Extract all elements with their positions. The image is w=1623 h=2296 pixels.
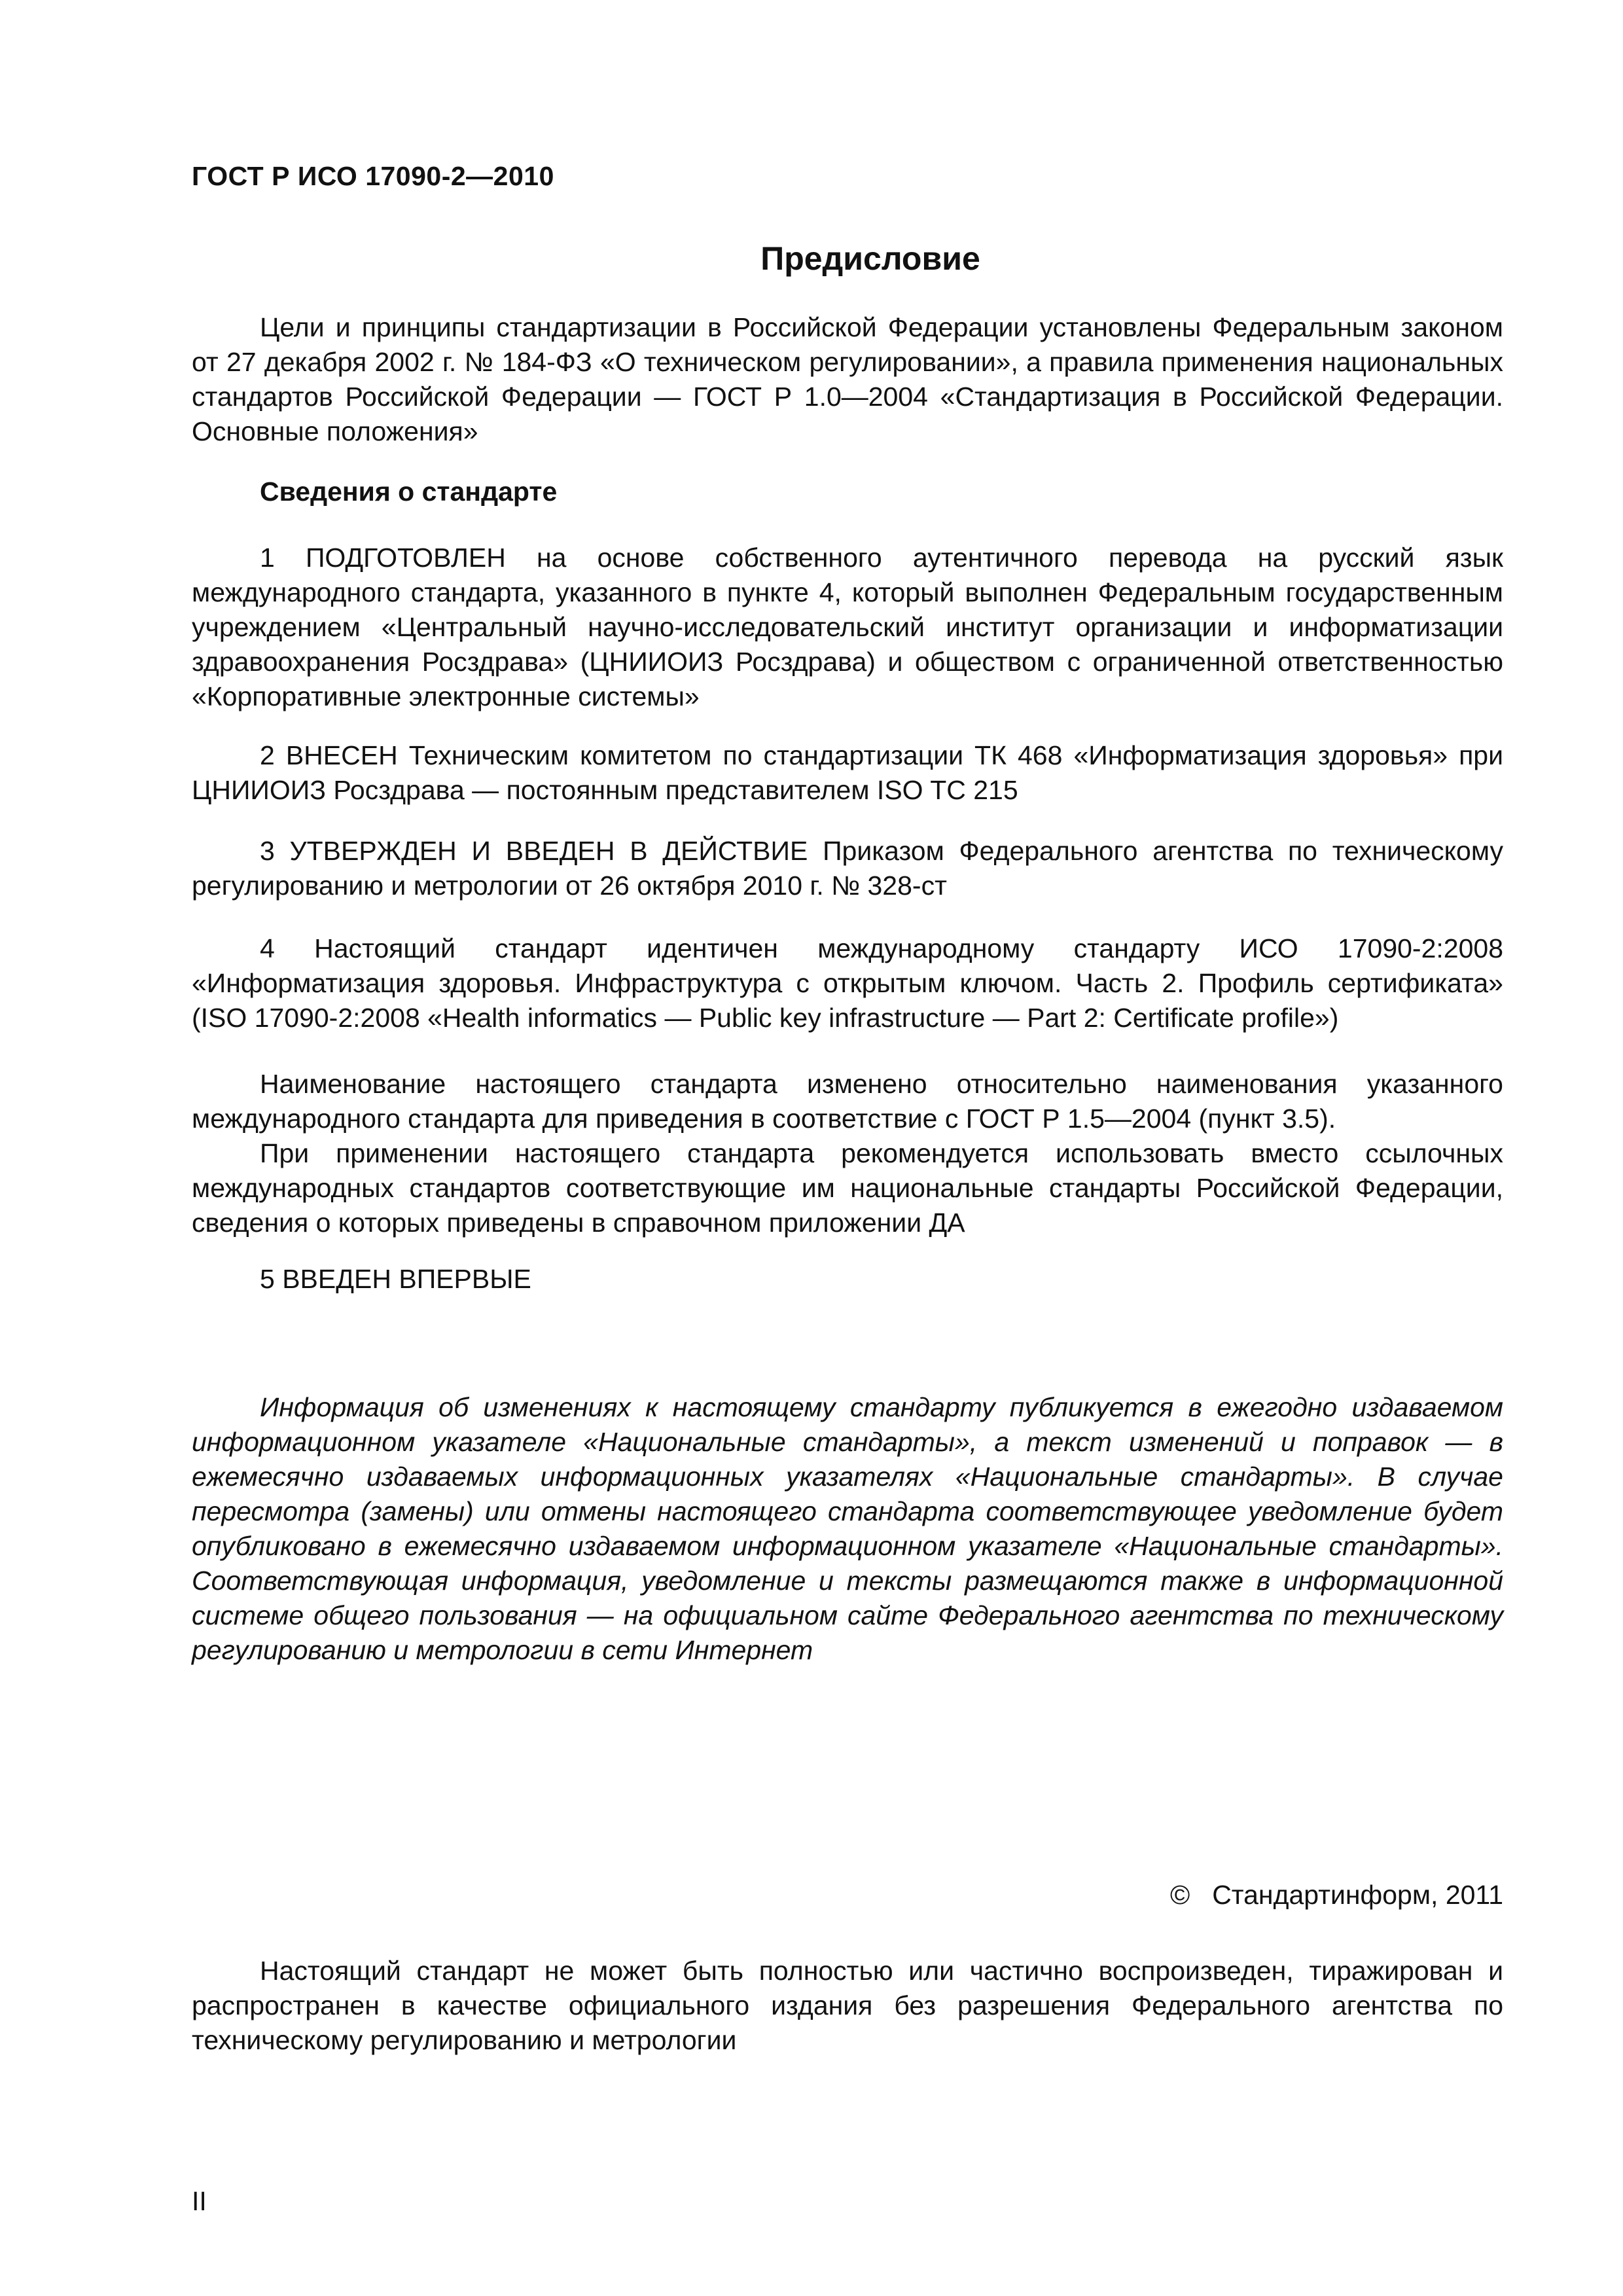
list-item: 1 ПОДГОТОВЛЕН на основе собственного аутентичного перевода на русский язык международного стандарта, указанного в пункте 4, который выполнен Федеральным государственным учреждением «Центральный научно-исследовательский институт организации и информатизации здравоохранения Росздрава» (ЦНИИОИЗ Росздрава) и обществом с ограниченной ответственностью «Корпоративные электронные системы» (192, 543, 1503, 711)
list-item: 5 ВВЕДЕН ВПЕРВЫЕ (260, 1264, 531, 1294)
section-subheading: Сведения о стандарте (260, 476, 558, 507)
copyright (1170, 1880, 1503, 1910)
list-item: 3 УТВЕРЖДЕН И ВВЕДЕН В ДЕЙСТВИЕ Приказом Федерального агентства по техническому регулированию и метрологии от 26 октября 2010 г. № 328-ст (192, 836, 1503, 901)
item-3-block (192, 834, 1503, 903)
document-header: ГОСТ Р ИСО 17090-2—2010 (192, 161, 554, 191)
page-number: II (192, 2186, 207, 2216)
intro-paragraph: Цели и принципы стандартизации в Российской Федерации установлены Федеральным законом от 27 декабря 2002 г. № 184-ФЗ «О техническом регулировании», а правила применения национальных стандартов Российской Федерации — ГОСТ Р 1.0—2004 «Стандартизация в Российской Федерации. Основные положения» (192, 312, 1503, 446)
list-item: 4 Настоящий стандарт идентичен международному стандарту ИСО 17090-2:2008 «Информатизация здоровья. Инфраструктура с открытым ключом. Часть 2. Профиль сертификата» (ISO 17090-2:2008 «Health informatics — Public key infrastructure — Part 2: Certificate profile») (192, 933, 1503, 1033)
item-2-block (192, 738, 1503, 808)
info-paragraph: Информация об изменениях к настоящему стандарту публикуется в ежегодно издаваемом информационном указателе «Национальные стандарты», а текст изменений и поправок — в ежемесячно издаваемых информационных указателях «Национальные стандарты». В случае пересмотра (замены) или отмены настоящего стандарта соответствующее уведомление будет опубликовано в ежемесячно издаваемом информационном указателе «Национальные стандарты». Соответствующая информация, уведомление и тексты размещаются также в информационной системе общего пользования — на официальном сайте Федерального агентства по техническому регулированию и метрологии в сети Интернет (192, 1392, 1503, 1665)
item-5-block (192, 1262, 1503, 1297)
item-4-block (192, 931, 1503, 1035)
copyright-icon: © (1169, 1880, 1190, 1910)
notes-block (192, 1067, 1503, 1240)
list-item: 2 ВНЕСЕН Техническим комитетом по стандартизации ТК 468 «Информатизация здоровья» при ЦНИИОИЗ Росздрава — постоянным представителем ISO TC 215 (192, 740, 1503, 805)
page-title: Предисловие (760, 240, 980, 277)
intro-paragraph-block (192, 310, 1503, 449)
note-paragraph: Наименование настоящего стандарта изменено относительно наименования указанного международного стандарта для приведения в соответствие с ГОСТ Р 1.5—2004 (пункт 3.5). (192, 1069, 1503, 1134)
copyright-text: Стандартинформ, 2011 (1212, 1880, 1503, 1910)
info-block (192, 1390, 1503, 1668)
restriction-block (192, 1954, 1503, 2058)
item-1-block (192, 541, 1503, 714)
restriction-paragraph: Настоящий стандарт не может быть полностью или частично воспроизведен, тиражирован и распространен в качестве официального издания без разрешения Федерального агентства по техническому регулированию и метрологии (192, 1956, 1503, 2055)
note-paragraph: При применении настоящего стандарта рекомендуется использовать вместо ссылочных международных стандартов соответствующие им национальные стандарты Российской Федерации, сведения о которых приведены в справочном приложении ДА (192, 1138, 1503, 1238)
